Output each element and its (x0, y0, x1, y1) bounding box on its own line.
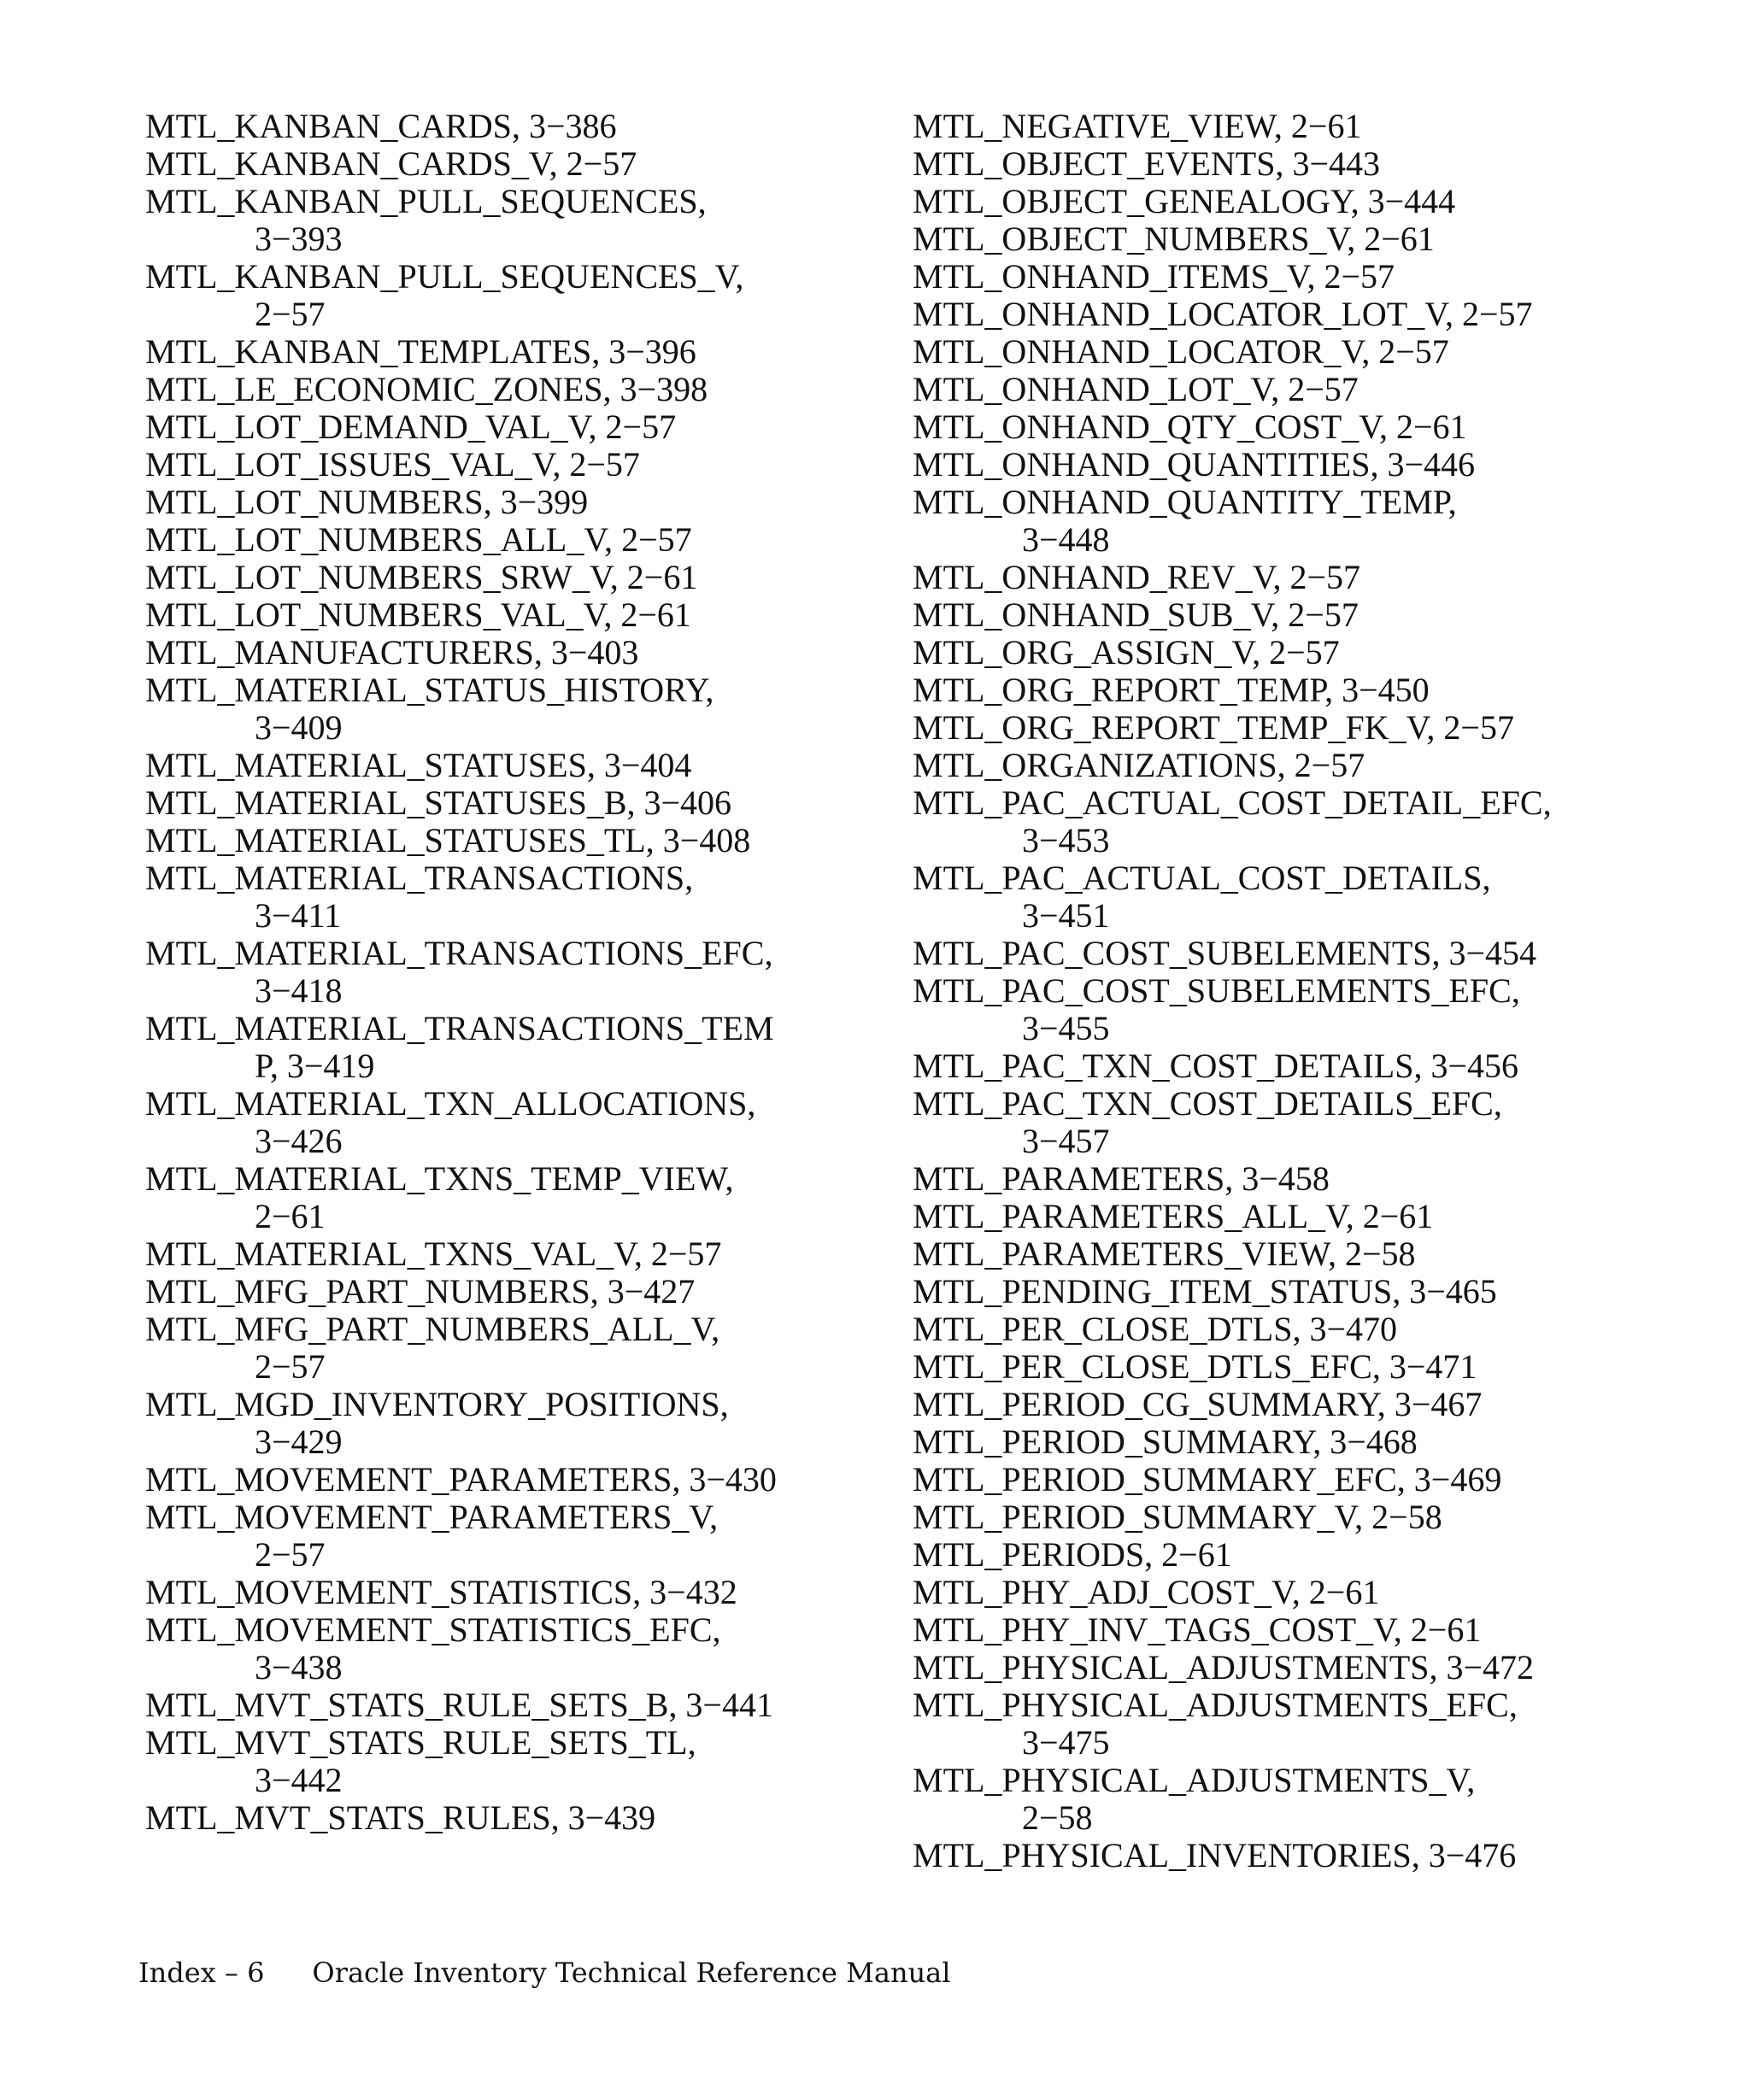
index-entry-page-ref: 3−451 (1022, 896, 1110, 935)
index-entry-page-ref: 3−458 (1242, 1159, 1330, 1198)
index-entry-name: MTL_MATERIAL_TRANSACTIONS_EFC, (145, 934, 773, 972)
index-entry-name: MTL_MATERIAL_TRANSACTIONS_TEM (145, 1009, 774, 1047)
index-entry-name: MTL_LOT_NUMBERS, (145, 483, 492, 521)
index-entry (145, 634, 889, 672)
index-entry (913, 183, 1682, 220)
index-entry-page-ref: 3−476 (1428, 1836, 1517, 1874)
index-entry (145, 1273, 889, 1311)
index-entry-name: MTL_PAC_ACTUAL_COST_DETAILS, (913, 859, 1491, 897)
index-entry-page-ref: 3−442 (255, 1761, 343, 1799)
index-entry (145, 559, 889, 596)
index-entry-name: MTL_PARAMETERS_ALL_V, (913, 1197, 1354, 1235)
index-entry-name: MTL_PHYSICAL_ADJUSTMENTS, (913, 1648, 1438, 1686)
index-entry (145, 1686, 889, 1724)
index-entry-page-ref: 3−432 (649, 1573, 737, 1611)
index-entry-name: MTL_MATERIAL_TXNS_TEMP_VIEW, (145, 1159, 734, 1198)
index-entry (913, 596, 1682, 634)
index-entry-page-ref: 2−57 (1443, 708, 1514, 747)
index-entry-page-ref: 2−57 (255, 295, 326, 333)
index-entry-page-ref: 3−439 (567, 1798, 656, 1837)
index-entry (145, 935, 889, 1010)
index-entry (913, 1762, 1682, 1837)
index-entry (145, 859, 889, 935)
index-entry-name: MTL_ORG_REPORT_TEMP_FK_V, (913, 708, 1436, 747)
index-entry-name: MTL_ORG_ASSIGN_V, (913, 633, 1261, 672)
index-entry (145, 371, 889, 408)
index-entry-page-ref: 3−396 (608, 332, 696, 371)
index-entry (913, 709, 1682, 747)
index-entry-page-ref: 3−444 (1367, 182, 1456, 220)
index-entry-name: MTL_MFG_PART_NUMBERS, (145, 1272, 599, 1311)
index-entry (145, 1461, 889, 1499)
index-entry (145, 1085, 889, 1160)
index-entry-name: MTL_MATERIAL_TXN_ALLOCATIONS, (145, 1084, 756, 1123)
index-entry (913, 1386, 1682, 1423)
index-entry-name: MTL_MVT_STATS_RULE_SETS_B, (145, 1686, 678, 1724)
index-entry-name: MTL_MATERIAL_STATUSES_B, (145, 783, 636, 822)
index-entry (145, 258, 889, 333)
page-footer (138, 1956, 950, 1989)
index-entry (913, 408, 1682, 446)
index-entry-name: MTL_MATERIAL_STATUS_HISTORY, (145, 671, 714, 709)
index-entry-page-ref: 2−61 (1362, 1197, 1434, 1235)
index-entry-page-ref: 3−426 (255, 1122, 343, 1160)
index-entry-page-ref: 3−441 (685, 1686, 773, 1724)
index-entry-page-ref: 3−399 (500, 483, 589, 521)
index-entry (145, 822, 889, 859)
index-entry (913, 1423, 1682, 1461)
index-entry-page-ref: 2−57 (569, 445, 640, 484)
index-entry (913, 747, 1682, 784)
index-entry-page-ref: 2−57 (255, 1347, 326, 1386)
index-entry-page-ref: 3−427 (607, 1272, 696, 1311)
index-entry-page-ref: 2−57 (1324, 257, 1395, 296)
index-entry-page-ref: 3−468 (1330, 1422, 1418, 1461)
index-entry-name: MTL_PER_CLOSE_DTLS_EFC, (913, 1347, 1381, 1386)
index-entry-name: MTL_MATERIAL_STATUSES_TL, (145, 821, 655, 859)
index-entry-page-ref: 3−471 (1389, 1347, 1477, 1386)
index-entry (913, 1348, 1682, 1386)
index-entry (913, 972, 1682, 1047)
index-entry (913, 484, 1682, 559)
index-entry-page-ref: 3−398 (620, 370, 708, 408)
index-entry (913, 371, 1682, 408)
index-entry-page-ref: 2−57 (1289, 558, 1361, 596)
index-entry-page-ref: 3−453 (1022, 821, 1110, 859)
index-entry-name: MTL_ONHAND_ITEMS_V, (913, 257, 1316, 296)
index-entry-page-ref: 2−57 (1288, 595, 1359, 634)
index-entry (145, 1010, 889, 1085)
index-entry-name: MTL_KANBAN_PULL_SEQUENCES, (145, 182, 707, 220)
index-entry-name: MTL_PERIOD_SUMMARY_V, (913, 1498, 1364, 1536)
index-entry-page-ref: 3−448 (1022, 520, 1110, 559)
index-entry (145, 108, 889, 145)
index-entry-name: MTL_MATERIAL_TXNS_VAL_V, (145, 1235, 643, 1273)
index-entry (913, 258, 1682, 296)
index-entry (145, 672, 889, 747)
index-entry-name: MTL_PAC_TXN_COST_DETAILS, (913, 1047, 1423, 1085)
index-entry-name: MTL_MOVEMENT_STATISTICS, (145, 1573, 642, 1611)
index-entry (913, 1085, 1682, 1160)
index-entry-page-ref: 3−475 (1022, 1723, 1110, 1762)
index-entry-page-ref: 2−57 (621, 520, 692, 559)
index-entry (913, 1047, 1682, 1085)
index-entry-name: MTL_ONHAND_SUB_V, (913, 595, 1280, 634)
index-entry-name: MTL_LOT_NUMBERS_VAL_V, (145, 595, 613, 634)
index-entry (913, 1686, 1682, 1762)
index-entry-page-ref: 3−386 (528, 107, 617, 145)
index-entry-page-ref: 3−470 (1309, 1310, 1398, 1348)
index-entry-name: MTL_LOT_DEMAND_VAL_V, (145, 408, 597, 446)
index-entry (913, 859, 1682, 935)
index-entry (913, 296, 1682, 333)
index-column-right (913, 108, 1682, 1874)
index-entry-page-ref: 2−58 (1344, 1235, 1416, 1273)
index-entry (913, 559, 1682, 596)
index-entry-name: MTL_ONHAND_LOCATOR_LOT_V, (913, 295, 1453, 333)
index-entry (913, 1536, 1682, 1574)
index-entry-name: MTL_KANBAN_CARDS, (145, 107, 520, 145)
index-entry (145, 1160, 889, 1235)
index-entry-page-ref: 3−450 (1342, 671, 1430, 709)
index-entry-name: MTL_OBJECT_NUMBERS_V, (913, 220, 1356, 258)
index-entry (145, 596, 889, 634)
index-entry-page-ref: 3−418 (255, 971, 343, 1010)
index-entry-name: MTL_PHYSICAL_ADJUSTMENTS_V, (913, 1761, 1476, 1799)
index-entry-page-ref: 2−57 (650, 1235, 722, 1273)
index-entry-name: MTL_ONHAND_QUANTITIES, (913, 445, 1379, 484)
index-entry-name: MTL_MOVEMENT_PARAMETERS_V, (145, 1498, 719, 1536)
index-entry-name: MTL_PER_CLOSE_DTLS, (913, 1310, 1301, 1348)
index-entry (913, 446, 1682, 484)
index-entry (913, 1461, 1682, 1499)
index-entry (913, 672, 1682, 709)
index-entry-name: MTL_PERIODS, (913, 1535, 1154, 1574)
index-entry-name: MTL_ONHAND_LOT_V, (913, 370, 1280, 408)
index-entry-page-ref: 3−393 (255, 220, 343, 258)
index-entry (913, 220, 1682, 258)
index-entry-page-ref: P, 3−419 (255, 1047, 375, 1085)
index-entry (145, 1235, 889, 1273)
index-entry-page-ref: 2−57 (255, 1535, 326, 1574)
index-entry-page-ref: 2−58 (1022, 1798, 1093, 1837)
index-entry-page-ref: 3−408 (662, 821, 751, 859)
index-entry-page-ref: 3−429 (255, 1422, 343, 1461)
index-entry-name: MTL_ORG_REPORT_TEMP, (913, 671, 1334, 709)
index-entry (145, 1724, 889, 1799)
index-entry-page-ref: 2−61 (1308, 1573, 1380, 1611)
index-entry (913, 1273, 1682, 1311)
index-entry-name: MTL_OBJECT_GENEALOGY, (913, 182, 1359, 220)
index-entry (913, 1160, 1682, 1198)
index-entry-name: MTL_KANBAN_PULL_SEQUENCES_V, (145, 257, 744, 296)
index-entry-name: MTL_LOT_NUMBERS_ALL_V, (145, 520, 614, 559)
index-entry-name: MTL_LOT_ISSUES_VAL_V, (145, 445, 561, 484)
index-entry-page-ref: 3−456 (1430, 1047, 1519, 1085)
index-entry-page-ref: 3−406 (643, 783, 732, 822)
index-entry-name: MTL_KANBAN_TEMPLATES, (145, 332, 601, 371)
index-entry (145, 1311, 889, 1386)
index-entry-page-ref: 2−61 (1395, 408, 1467, 446)
index-entry-page-ref: 3−467 (1394, 1385, 1483, 1423)
index-entry-page-ref: 3−404 (603, 746, 692, 784)
index-entry-name: MTL_PARAMETERS, (913, 1159, 1234, 1198)
index-entry-page-ref: 2−61 (1410, 1610, 1482, 1649)
index-entry-page-ref: 3−446 (1387, 445, 1476, 484)
index-entry (145, 521, 889, 559)
index-entry-name: MTL_MGD_INVENTORY_POSITIONS, (145, 1385, 729, 1423)
index-entry-name: MTL_PHY_INV_TAGS_COST_V, (913, 1610, 1402, 1649)
index-entry (913, 333, 1682, 371)
index-entry-page-ref: 2−57 (605, 408, 677, 446)
index-entry-name: MTL_PARAMETERS_VIEW, (913, 1235, 1336, 1273)
index-entry-name: MTL_PAC_COST_SUBELEMENTS, (913, 934, 1441, 972)
index-entry (913, 634, 1682, 672)
index-entry (913, 784, 1682, 859)
index-entry (913, 108, 1682, 145)
index-entry-page-ref: 2−57 (566, 144, 637, 183)
index-entry (913, 145, 1682, 183)
index-entry-name: MTL_MVT_STATS_RULES, (145, 1798, 560, 1837)
index-entry-page-ref: 3−469 (1413, 1460, 1502, 1499)
index-entry-name: MTL_PERIOD_CG_SUMMARY, (913, 1385, 1386, 1423)
index-entry (913, 1574, 1682, 1611)
footer-book-title: Oracle Inventory Technical Reference Manual (312, 1956, 951, 1989)
index-entry-page-ref: 2−61 (255, 1197, 326, 1235)
index-entry (913, 935, 1682, 972)
index-entry-page-ref: 3−403 (550, 633, 639, 672)
index-entry-page-ref: 2−61 (1290, 107, 1362, 145)
index-entry-page-ref: 2−57 (1378, 332, 1449, 371)
index-entry (145, 333, 889, 371)
index-entry (145, 183, 889, 258)
index-entry (913, 1311, 1682, 1348)
index-entry (145, 747, 889, 784)
index-entry-page-ref: 3−472 (1446, 1648, 1535, 1686)
index-entry (913, 1649, 1682, 1686)
index-entry-name: MTL_LE_ECONOMIC_ZONES, (145, 370, 612, 408)
index-entry-name: MTL_PAC_TXN_COST_DETAILS_EFC, (913, 1084, 1502, 1123)
index-entry-page-ref: 2−57 (1461, 295, 1533, 333)
index-entry-name: MTL_MFG_PART_NUMBERS_ALL_V, (145, 1310, 720, 1348)
index-entry (913, 1499, 1682, 1536)
index-entry-page-ref: 3−438 (255, 1648, 343, 1686)
index-entry (145, 1611, 889, 1686)
index-entry-page-ref: 3−465 (1409, 1272, 1497, 1311)
index-entry-page-ref: 3−409 (255, 708, 343, 747)
index-entry-name: MTL_MOVEMENT_STATISTICS_EFC, (145, 1610, 721, 1649)
index-entry-name: MTL_ONHAND_LOCATOR_V, (913, 332, 1371, 371)
index-entry-name: MTL_ONHAND_REV_V, (913, 558, 1282, 596)
index-entry (145, 1799, 889, 1837)
index-entry-page-ref: 3−454 (1448, 934, 1537, 972)
index-entry-page-ref: 3−411 (255, 896, 342, 935)
index-entry-page-ref: 3−455 (1022, 1009, 1110, 1047)
index-entry (145, 1499, 889, 1574)
index-entry (145, 484, 889, 521)
index-entry-page-ref: 2−61 (620, 595, 691, 634)
index-entry-page-ref: 3−443 (1292, 144, 1380, 183)
index-entry (913, 1837, 1682, 1874)
index-entry (145, 784, 889, 822)
index-entry-name: MTL_LOT_NUMBERS_SRW_V, (145, 558, 619, 596)
index-entry (913, 1611, 1682, 1649)
index-entry-page-ref: 2−61 (626, 558, 698, 596)
index-entry-name: MTL_MANUFACTURERS, (145, 633, 543, 672)
index-entry (145, 145, 889, 183)
index-entry-name: MTL_ONHAND_QUANTITY_TEMP, (913, 483, 1457, 521)
index-entry-name: MTL_OBJECT_EVENTS, (913, 144, 1284, 183)
index-entry-name: MTL_ORGANIZATIONS, (913, 746, 1286, 784)
index-column-left (145, 108, 889, 1837)
index-entry-name: MTL_PHYSICAL_ADJUSTMENTS_EFC, (913, 1686, 1518, 1724)
index-entry-name: MTL_PERIOD_SUMMARY, (913, 1422, 1322, 1461)
index-entry-page-ref: 2−57 (1288, 370, 1359, 408)
index-entry-page-ref: 2−61 (1364, 220, 1435, 258)
index-entry-name: MTL_ONHAND_QTY_COST_V, (913, 408, 1388, 446)
index-entry-name: MTL_MATERIAL_TRANSACTIONS, (145, 859, 694, 897)
index-entry-page-ref: 2−57 (1294, 746, 1365, 784)
index-entry-name: MTL_MATERIAL_STATUSES, (145, 746, 596, 784)
index-entry-name: MTL_PHYSICAL_INVENTORIES, (913, 1836, 1420, 1874)
index-entry-page-ref: 3−457 (1022, 1122, 1110, 1160)
footer-page-label: Index – 6 (138, 1956, 265, 1989)
index-entry-page-ref: 2−57 (1269, 633, 1340, 672)
index-entry-page-ref: 2−58 (1371, 1498, 1442, 1536)
index-entry-name: MTL_NEGATIVE_VIEW, (913, 107, 1283, 145)
index-entry-name: MTL_PENDING_ITEM_STATUS, (913, 1272, 1401, 1311)
index-entry (145, 1574, 889, 1611)
index-entry (145, 446, 889, 484)
index-entry (913, 1198, 1682, 1235)
index-entry (913, 1235, 1682, 1273)
index-entry-name: MTL_KANBAN_CARDS_V, (145, 144, 558, 183)
index-entry (145, 1386, 889, 1461)
index-entry-name: MTL_MOVEMENT_PARAMETERS, (145, 1460, 681, 1499)
index-entry-name: MTL_PAC_COST_SUBELEMENTS_EFC, (913, 971, 1520, 1010)
index-entry-name: MTL_PHY_ADJ_COST_V, (913, 1573, 1301, 1611)
index-entry-page-ref: 3−430 (689, 1460, 777, 1499)
index-entry-page-ref: 2−61 (1161, 1535, 1232, 1574)
index-entry-name: MTL_PAC_ACTUAL_COST_DETAIL_EFC, (913, 783, 1552, 822)
index-entry (145, 408, 889, 446)
index-entry-name: MTL_PERIOD_SUMMARY_EFC, (913, 1460, 1406, 1499)
index-entry-name: MTL_MVT_STATS_RULE_SETS_TL, (145, 1723, 696, 1762)
